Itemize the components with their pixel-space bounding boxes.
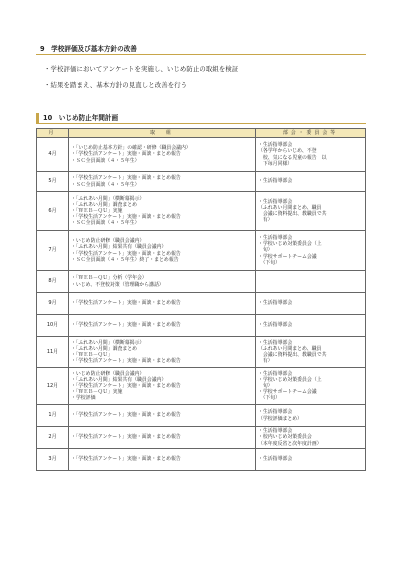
committee-item: ・学校いじめ対策委員会（上 (258, 241, 322, 248)
header-month: 月 (37, 129, 69, 138)
activity-item: ・「ふれあい月間」（横断幕掲示） (71, 195, 145, 202)
activities-cell (69, 315, 256, 337)
committee-item: ・学校いじめ対策委員会（上 (258, 376, 322, 383)
committees-cell (256, 368, 366, 405)
committee-item: ・生活指導部会 (258, 322, 293, 329)
committee-item: ・校内いじめ対策委員会 (258, 434, 312, 441)
committee-item: （ふれあい月間まとめ、職員 (258, 345, 322, 352)
activities-cell (69, 405, 256, 427)
section-9-bullet-1: ・学校評価においてアンケートを実施し、いじめ防止の取組を検証 (44, 65, 239, 73)
activity-item: ・「ＷＥＢ－ＱＵ」実施 (71, 207, 123, 214)
committee-item: 有） (258, 217, 273, 224)
committee-item: （ふれあい月間まとめ、職員 (258, 204, 322, 211)
header-activities: 取 組 (69, 129, 256, 138)
committee-item: ・生活指導部会 (258, 142, 293, 149)
activity-item: ・「ふれあい月間」結果共有（職員会議内） (71, 244, 167, 251)
month-cell: 12月 (37, 368, 69, 405)
section-9-heading: 9 学校評価及び基本方針の改善 (36, 44, 366, 55)
activities-cell (69, 231, 256, 271)
month-cell: 5月 (37, 172, 69, 192)
month-cell: 6月 (37, 192, 69, 231)
committee-item: ・生活指導部会 (258, 235, 293, 242)
activity-item: ・「学校生活アンケート」実施・面談・まとめ報告 (71, 322, 181, 329)
committees-cell (256, 449, 366, 471)
committees-cell (256, 271, 366, 293)
month-cell: 8月 (37, 271, 69, 293)
month-cell: 1月 (37, 405, 69, 427)
month-cell: 7月 (37, 231, 69, 271)
committee-item: ・生活指導部会 (258, 178, 293, 185)
activity-item: ・「いじめ防止基本方針」の確認・研修（職員会議内） (71, 145, 191, 152)
committee-item: 旬） (258, 247, 273, 254)
activities-cell (69, 293, 256, 315)
committee-item: ・生活指導部会 (258, 370, 293, 377)
committee-item: ・学校サポートチーム会議 (258, 389, 317, 396)
activity-item: ・「学校生活アンケート」実施・面談・まとめ報告 (71, 412, 181, 419)
committees-cell (256, 405, 366, 427)
committee-item: ・生活指導部会 (258, 456, 293, 463)
committee-item: 旬） (258, 382, 273, 389)
committee-item: （学校評価まとめ） (258, 415, 303, 422)
activity-item: ・いじめ防止研修（職員会議内） (71, 370, 145, 377)
activity-item: ・「学校生活アンケート」実施・面談・まとめ報告 (71, 175, 181, 182)
activity-item: ・「学校生活アンケート」実施・面談・まとめ報告 (71, 456, 181, 463)
activity-item: ・いじめ防止研修（職員会議内） (71, 238, 145, 245)
header-committees: 部会・委員会等 (256, 129, 366, 138)
committee-item: （下旬） (258, 259, 281, 266)
activity-item: ・ＳＣ全員面談（４・５年生） (71, 181, 140, 188)
activities-cell (69, 368, 256, 405)
committee-item: ・学校サポートチーム会議 (258, 253, 317, 260)
activities-cell (69, 138, 256, 172)
committee-item: ・生活指導部会 (258, 198, 293, 205)
section-10-heading: 10 いじめ防止年間計画 (36, 113, 366, 124)
activities-cell (69, 172, 256, 192)
committees-cell (256, 231, 366, 271)
committee-item: 会議に資料提出、教職員で共 (258, 211, 327, 217)
activity-item: ・「学校生活アンケート」実施・面談・まとめ報告 (71, 151, 181, 158)
activity-item: ・学校評価 (71, 395, 96, 402)
activity-item: ・ＳＣ全員面談（４・５年生） (71, 220, 140, 227)
committees-cell (256, 427, 366, 449)
activity-item: ・「学校生活アンケート」実施・面談・まとめ報告 (71, 250, 181, 257)
month-cell: 9月 (37, 293, 69, 315)
table-row (37, 192, 366, 231)
activity-item: ・「ふれあい月間」（横断幕掲示） (71, 339, 145, 346)
committees-cell (256, 138, 366, 172)
committee-item: （下旬） (258, 395, 281, 402)
committee-item: ・生活指導部会 (258, 409, 293, 416)
table-row (37, 405, 366, 427)
activity-item: ・「学校生活アンケート」実施・面談・まとめ報告 (71, 434, 181, 441)
activity-item: ・「ＷＥＢ－ＱＵ」分析（学年会） (71, 275, 147, 282)
committee-item: ・生活指導部会 (258, 428, 293, 435)
table-row (37, 231, 366, 271)
table-header-row (37, 129, 366, 138)
committee-item: （本年度反省と次年度計画） (258, 440, 322, 447)
activity-item: ・いじめ、不登校対策（管理職から講話） (71, 281, 164, 288)
activity-item: ・「ふれあい月間」結果共有（職員会議内） (71, 376, 167, 383)
committee-item: 下毎月同様） (258, 160, 293, 167)
committee-item: 有） (258, 358, 273, 365)
table-row (37, 172, 366, 192)
activity-item: ・ＳＣ全員面談（４・５年生） (71, 157, 140, 164)
month-cell: 3月 (37, 449, 69, 471)
activity-item: ・「ＷＥＢ－ＱＵ」 (71, 352, 113, 358)
activity-item: ・「学校生活アンケート」実施・面談・まとめ報告 (71, 300, 181, 307)
table-row (37, 271, 366, 293)
month-cell: 11月 (37, 337, 69, 368)
activity-item: ・「ＷＥＢ－ＱＵ」実施 (71, 389, 123, 396)
month-cell: 10月 (37, 315, 69, 337)
committees-cell (256, 192, 366, 231)
annual-plan-table (36, 128, 366, 471)
table-row (37, 368, 366, 405)
committee-item: 校、気になる児童の報告 以 (258, 154, 327, 161)
activities-cell (69, 449, 256, 471)
table-row (37, 427, 366, 449)
table-row (37, 449, 366, 471)
activities-cell (69, 192, 256, 231)
committee-item: ・生活指導部会 (258, 300, 293, 307)
activity-item: ・「学校生活アンケート」実施・面談・まとめ報告 (71, 382, 181, 389)
committees-cell (256, 293, 366, 315)
section-9-bullet-2: ・結果を踏まえ、基本方針の見直しと改善を行う (44, 81, 188, 89)
activity-item: ・ＳＣ全員面談（４・５年生）終了・まとめ報告 (71, 256, 179, 263)
committee-item: （各学年からいじめ、不登 (258, 148, 317, 155)
table-row (37, 138, 366, 172)
committees-cell (256, 315, 366, 337)
table-row (37, 293, 366, 315)
committee-item: ・生活指導部会 (258, 339, 293, 346)
activity-item: ・「学校生活アンケート」実施・面談・まとめ報告 (71, 214, 181, 221)
committees-cell (256, 337, 366, 368)
table-row (37, 315, 366, 337)
activity-item: ・「学校生活アンケート」実施・面談・まとめ報告 (71, 358, 181, 365)
table-row (37, 337, 366, 368)
activity-item: ・「ふれあい月間」調査まとめ (71, 345, 138, 352)
month-cell: 4月 (37, 138, 69, 172)
committee-item: 会議に資料提出、教職員で共 (258, 352, 327, 358)
activities-cell (69, 337, 256, 368)
month-cell: 2月 (37, 427, 69, 449)
committees-cell (256, 172, 366, 192)
activity-item: ・「ふれあい月間」調査まとめ (71, 201, 138, 208)
activities-cell (69, 427, 256, 449)
activities-cell (69, 271, 256, 293)
